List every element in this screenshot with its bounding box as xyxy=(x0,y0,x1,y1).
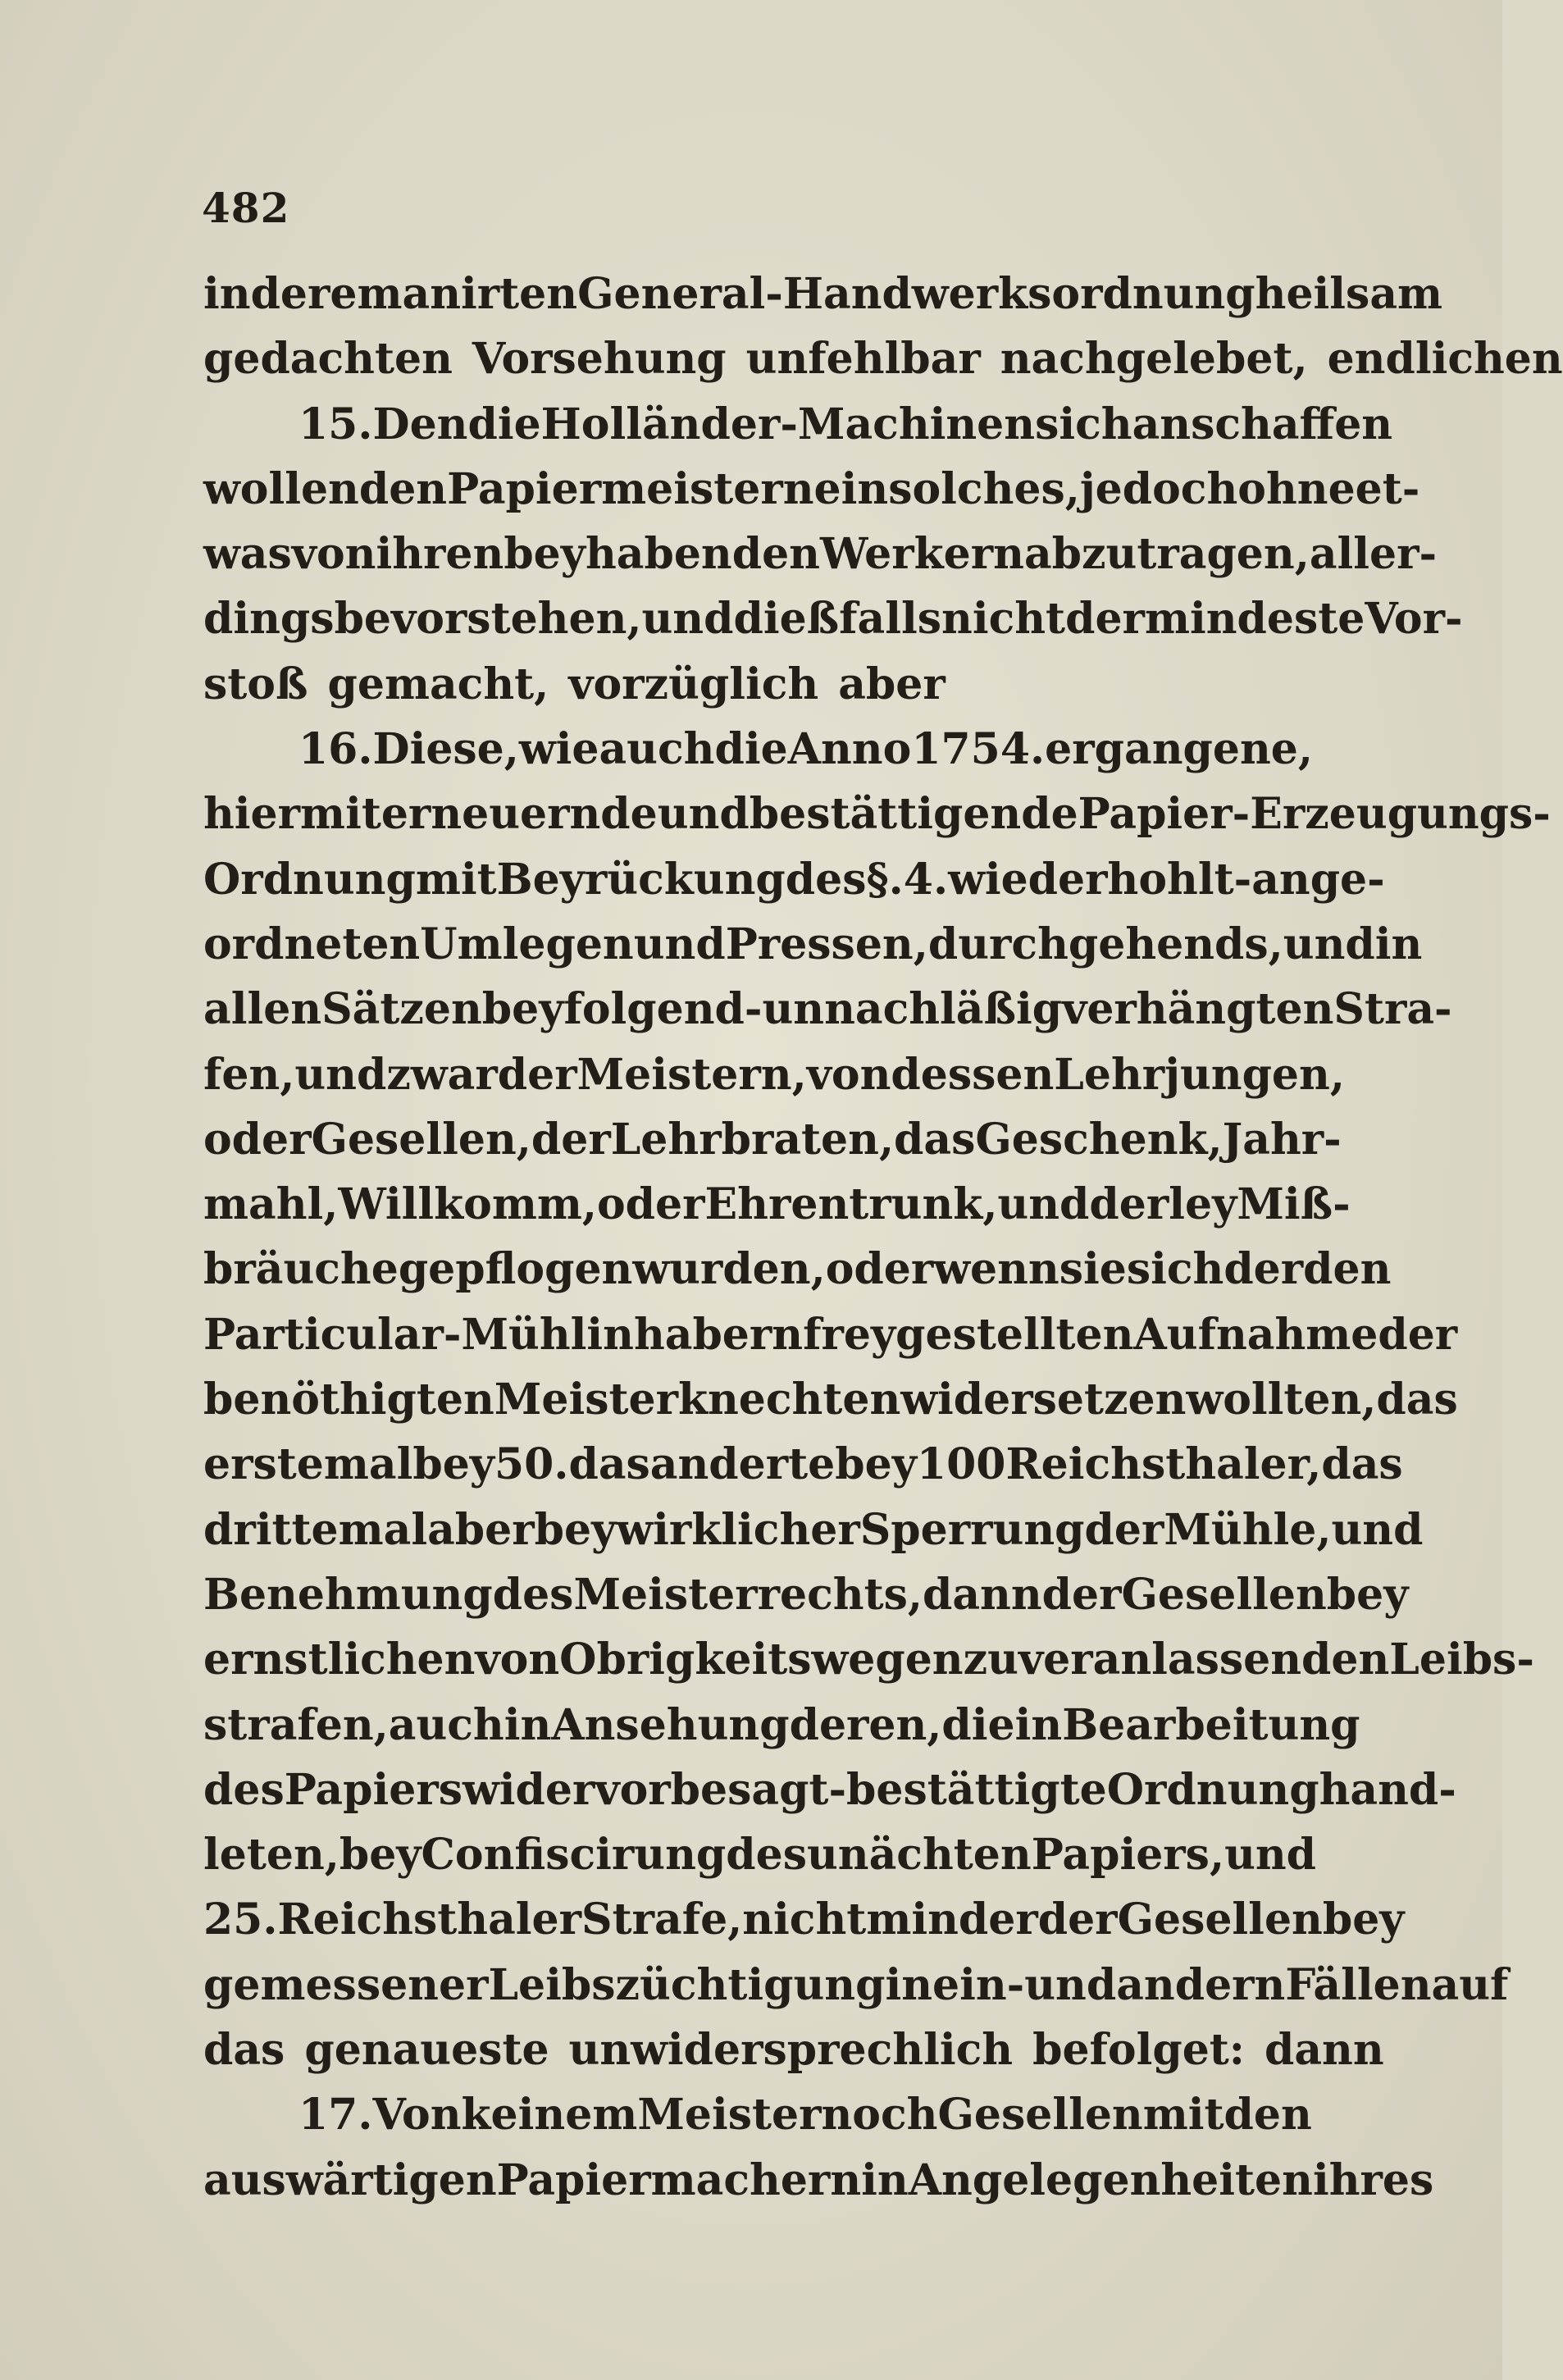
word: sie xyxy=(1059,1244,1127,1295)
word: dann xyxy=(1265,2025,1384,2076)
word: anschaffen xyxy=(1132,399,1393,449)
word: minder xyxy=(866,1894,1038,1945)
word: vorbesagt-bestättigte xyxy=(595,1764,1107,1815)
text-line xyxy=(203,1375,1458,1439)
word: die xyxy=(941,1699,1015,1750)
word: der xyxy=(531,1114,611,1165)
word: befolget: xyxy=(1032,2025,1245,2076)
word: ihres xyxy=(1312,2154,1434,2205)
word: Papiermachern xyxy=(496,2154,862,2205)
word: das xyxy=(1321,1439,1403,1490)
word: allen xyxy=(203,984,322,1035)
word: durchgehends, xyxy=(927,919,1283,969)
word: solches, xyxy=(888,463,1080,514)
word: auf xyxy=(1431,1959,1509,2010)
word: und xyxy=(1283,919,1375,969)
word: in xyxy=(203,269,251,319)
word: Ordnung xyxy=(1106,1764,1319,1815)
text-line xyxy=(203,2154,1434,2220)
word: in xyxy=(885,1959,932,2010)
word: bey xyxy=(1322,1894,1405,1945)
word: Meisterknechten xyxy=(494,1375,901,1425)
word: erneuernde xyxy=(380,789,658,840)
word: ergangene, xyxy=(1045,724,1313,775)
word: Werkern xyxy=(819,529,1024,580)
word: 17. xyxy=(298,2090,373,2141)
word: Strafe, xyxy=(581,1894,743,1945)
word: von xyxy=(806,1049,891,1100)
word: Leibs- xyxy=(1389,1635,1534,1685)
word: der xyxy=(250,269,330,319)
word: bey xyxy=(1326,1569,1409,1620)
word: ordneten xyxy=(203,919,421,969)
text-line xyxy=(203,1309,1458,1375)
word: das xyxy=(568,1439,650,1490)
word: in xyxy=(1374,919,1423,969)
word: Umlegen xyxy=(420,919,634,969)
word: und xyxy=(294,1049,387,1100)
word: Papiermeistern xyxy=(447,463,814,514)
word: 100 xyxy=(916,1439,1006,1490)
word: 15. xyxy=(298,399,373,449)
word: dessen xyxy=(891,1049,1055,1100)
text-line xyxy=(203,724,1313,789)
word: Ordnung xyxy=(203,854,416,905)
word: Angelegenheiten xyxy=(908,2154,1313,2205)
word: Bearbeitung xyxy=(1062,1699,1360,1750)
word: wegen xyxy=(811,1635,964,1685)
word: sich xyxy=(1035,399,1132,449)
word: der xyxy=(1084,1504,1164,1555)
word: Willkomm, xyxy=(338,1179,597,1230)
word: drittemal xyxy=(203,1504,428,1555)
word: 25. xyxy=(203,1894,278,1945)
word: General-Handwerksordnung xyxy=(577,269,1255,319)
word: bey xyxy=(835,1439,917,1490)
word: den xyxy=(1303,1244,1392,1295)
word: abzutragen, xyxy=(1023,529,1310,580)
word: genaueste xyxy=(304,2025,549,2076)
word: wiederhohlt xyxy=(948,854,1234,905)
word: Papiers, xyxy=(1031,1830,1225,1881)
word: Ehrentrunk, xyxy=(704,1179,998,1230)
word: aller- xyxy=(1309,529,1438,580)
word: Fällen xyxy=(1285,1959,1432,2010)
word: ein xyxy=(813,463,889,514)
text-line xyxy=(203,269,1443,334)
word: oder xyxy=(825,1244,934,1295)
text-line xyxy=(203,334,1563,399)
word: Diese, xyxy=(372,724,519,775)
word: fen, xyxy=(203,1049,295,1100)
text-line xyxy=(203,529,1438,594)
word: Holländer-Machinen xyxy=(540,399,1036,449)
word: wollten, xyxy=(1186,1375,1377,1425)
word: dießfalls xyxy=(733,594,942,645)
word: Gesellen xyxy=(1117,1894,1323,1945)
word: unfehlbar xyxy=(745,334,981,385)
text-line xyxy=(203,1569,1409,1635)
text-line xyxy=(203,1830,1317,1894)
page-number: 482 xyxy=(202,184,290,232)
word: Lehrbraten, xyxy=(610,1114,895,1165)
word: wollenden xyxy=(203,463,448,514)
word: bräuche xyxy=(203,1244,399,1295)
word: was xyxy=(203,529,292,580)
word: das xyxy=(1376,1375,1458,1425)
text-line xyxy=(203,789,1551,854)
word: in xyxy=(1014,1699,1063,1750)
word: aber xyxy=(427,1504,535,1555)
word: mahl, xyxy=(203,1179,339,1230)
word: Meistern, xyxy=(576,1049,807,1100)
word: Confiscirung xyxy=(421,1830,727,1881)
word: und xyxy=(1331,1504,1424,1555)
word: Papiers xyxy=(284,1764,463,1815)
word: noch xyxy=(821,2090,938,2141)
text-line xyxy=(203,1894,1405,1959)
text-line xyxy=(203,854,1385,919)
word: die xyxy=(467,399,541,449)
text-line xyxy=(203,1504,1424,1570)
word: bey xyxy=(339,1830,422,1881)
word: wider xyxy=(463,1764,595,1815)
word: Lehrjungen, xyxy=(1054,1049,1345,1100)
word: Meister xyxy=(637,2090,822,2141)
word: verhängten xyxy=(1062,984,1334,1035)
word: das xyxy=(894,1114,976,1165)
word: Den xyxy=(372,399,468,449)
word: §. xyxy=(866,854,904,905)
word: der xyxy=(1378,1309,1458,1360)
word: von xyxy=(475,1635,560,1685)
word: mit xyxy=(1142,2090,1224,2141)
word: Obrigkeits xyxy=(559,1635,812,1685)
word: jedoch xyxy=(1079,463,1238,514)
text-line xyxy=(203,1439,1403,1504)
word: auch xyxy=(388,1699,504,1750)
word: Von xyxy=(372,2090,462,2141)
text-line xyxy=(203,399,1393,464)
word: beyhabenden xyxy=(504,529,820,580)
word: et- xyxy=(1355,463,1420,514)
word: freygestellten xyxy=(803,1309,1134,1360)
word: benöthigten xyxy=(203,1375,494,1425)
word: Reichsthaler, xyxy=(1005,1439,1322,1490)
word: auswärtigen xyxy=(203,2154,497,2205)
text-line xyxy=(203,1049,1345,1115)
word: mindeste xyxy=(1144,594,1365,645)
word: endlichen xyxy=(1327,334,1563,385)
word: und xyxy=(997,1179,1090,1230)
word: des xyxy=(203,1764,285,1815)
word: Meisterrechts, xyxy=(573,1569,923,1620)
word: nicht xyxy=(941,594,1066,645)
word: Gesellen, xyxy=(311,1114,531,1165)
word: 50. xyxy=(494,1439,569,1490)
word: stoß xyxy=(203,659,308,709)
word: und xyxy=(633,919,726,969)
word: nachgelebet, xyxy=(1000,334,1308,385)
text-line xyxy=(203,463,1420,529)
word: aber xyxy=(838,659,946,709)
word: andern xyxy=(1116,1959,1286,2010)
word: der xyxy=(1041,1569,1122,1620)
word: Anno xyxy=(787,724,912,775)
word: Aufnahme xyxy=(1133,1309,1378,1360)
word: strafen, xyxy=(203,1699,389,1750)
word: Beyrückung xyxy=(496,854,786,905)
word: zu xyxy=(963,1635,1018,1685)
word: ernstlichen xyxy=(203,1635,476,1685)
word: von xyxy=(291,529,376,580)
word: unächten xyxy=(807,1830,1032,1881)
word: und xyxy=(1224,1830,1317,1881)
text-line xyxy=(203,1764,1456,1830)
word: der xyxy=(1224,1244,1304,1295)
word: bevorstehen, xyxy=(334,594,642,645)
text-line xyxy=(203,1179,1351,1244)
word: oder xyxy=(203,1114,312,1165)
word: sich xyxy=(1126,1244,1224,1295)
word: der xyxy=(497,1049,577,1100)
text-line xyxy=(203,919,1423,984)
word: heilsam xyxy=(1255,269,1443,319)
text-line xyxy=(203,1699,1360,1765)
word: das xyxy=(203,2025,285,2076)
word: des xyxy=(726,1830,807,1881)
word: wenn xyxy=(933,1244,1059,1295)
word: erstemal xyxy=(203,1439,413,1490)
word: bestättigende xyxy=(749,789,1078,840)
word: 16. xyxy=(298,724,373,775)
word: emanirten xyxy=(330,269,578,319)
text-line xyxy=(203,2090,1312,2154)
word: wie xyxy=(518,724,599,775)
word: bey xyxy=(481,984,564,1035)
word: unwidersprechlich xyxy=(568,2025,1014,2076)
word: die xyxy=(714,724,788,775)
word: Sätzen xyxy=(321,984,482,1035)
word: oder xyxy=(597,1179,705,1230)
word: gemessener xyxy=(203,1959,489,2010)
word: 1754. xyxy=(911,724,1046,775)
word: wirklicher xyxy=(616,1504,860,1555)
word: wurden, xyxy=(632,1244,826,1295)
word: hand- xyxy=(1319,1764,1456,1815)
word: Particular-Mühlinhabern xyxy=(203,1309,804,1360)
word: hiermit xyxy=(203,789,381,840)
word: bey xyxy=(412,1439,494,1490)
word: Leibszüchtigung xyxy=(488,1959,886,2010)
text-line xyxy=(203,1635,1534,1699)
word: gemacht, xyxy=(327,659,549,709)
text-line xyxy=(203,594,1463,659)
word: Pressen, xyxy=(725,919,928,969)
word: vorzüglich xyxy=(568,659,819,709)
word: Gesellen xyxy=(1121,1569,1327,1620)
text-line xyxy=(203,1244,1392,1309)
word: 4. xyxy=(903,854,949,905)
word: gedachten xyxy=(203,334,453,385)
word: dann xyxy=(922,1569,1042,1620)
word: Geschenk, xyxy=(975,1114,1223,1165)
word: ange- xyxy=(1251,854,1385,905)
word: ein-und xyxy=(932,1959,1117,2010)
word: den xyxy=(1224,2090,1312,2141)
word: widersetzen xyxy=(900,1375,1187,1425)
word: Vorsehung xyxy=(472,334,727,385)
word: ohne xyxy=(1237,463,1356,514)
word: gepflogen xyxy=(398,1244,633,1295)
word: des xyxy=(785,854,867,905)
word: und xyxy=(657,789,750,840)
text-line xyxy=(203,1959,1509,2025)
word: in xyxy=(861,2154,909,2205)
word: dings xyxy=(203,594,335,645)
text-line xyxy=(203,659,1302,724)
word: mit xyxy=(415,854,497,905)
word: Mühle, xyxy=(1164,1504,1332,1555)
word: anderte xyxy=(649,1439,836,1490)
word: ihren xyxy=(376,529,504,580)
word: Reichsthaler xyxy=(277,1894,582,1945)
word: bey xyxy=(534,1504,617,1555)
word: auch xyxy=(599,724,715,775)
word: der xyxy=(1065,594,1145,645)
word: des xyxy=(492,1569,574,1620)
text-line xyxy=(203,2025,1384,2090)
word: Ansehung xyxy=(551,1699,790,1750)
text-line xyxy=(203,1114,1342,1179)
word: nicht xyxy=(742,1894,867,1945)
word: Stra- xyxy=(1333,984,1452,1035)
word: Sperrung xyxy=(859,1504,1085,1555)
word: derley xyxy=(1089,1179,1237,1230)
word: Papier-Erzeugungs- xyxy=(1078,789,1551,840)
word: leten, xyxy=(203,1830,339,1881)
body-text xyxy=(203,269,1563,2220)
word: keinem xyxy=(461,2090,638,2141)
word: Benehmung xyxy=(203,1569,493,1620)
word: und xyxy=(641,594,734,645)
word: folgend-unnachläßig xyxy=(563,984,1063,1035)
word: Jahr- xyxy=(1222,1114,1342,1165)
text-line xyxy=(203,984,1452,1049)
word: Gesellen xyxy=(937,2090,1143,2141)
word: zwar xyxy=(386,1049,498,1100)
word: der xyxy=(1037,1894,1118,1945)
word: - xyxy=(1233,854,1252,905)
word: deren, xyxy=(789,1699,942,1750)
word: veranlassenden xyxy=(1018,1635,1390,1685)
word: Miß- xyxy=(1237,1179,1351,1230)
word: Vor- xyxy=(1365,594,1463,645)
word: in xyxy=(504,1699,552,1750)
